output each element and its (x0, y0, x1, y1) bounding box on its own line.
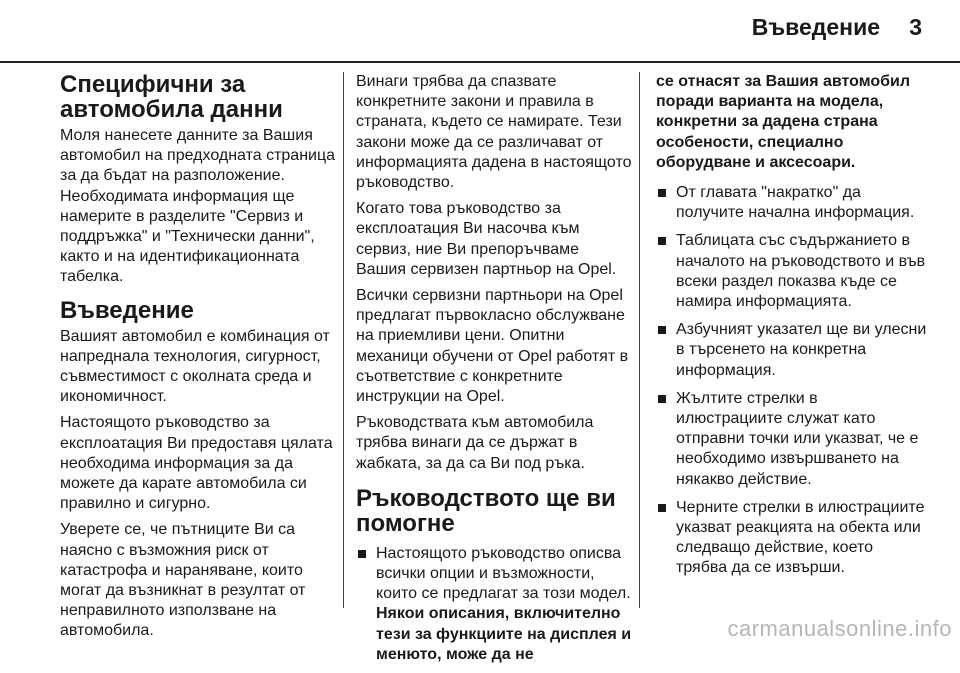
paragraph: Моля нанесете данните за Вашия автомобил на предходната страница за да бъдат на разположение. Необходимата информация ще намерите в разделите "Сервиз и поддръжка" и "Технически данни", както и на идентификационната табелка. (60, 127, 336, 286)
bullet-item (656, 183, 928, 223)
bullet-text: Черните стрелки в илюстрациите указват реакцията на обекта или следващо действие, което трябва да се извърши. (676, 498, 925, 577)
page-number: 3 (909, 14, 922, 40)
bullet-item (356, 544, 632, 665)
heading-manual-help: Ръководството ще ви помогне (356, 484, 616, 537)
column-1 (60, 72, 340, 648)
paragraph: Настоящото ръководство за експлоатация Ви предоставя цялата необходима информация за да можете да карате автомобила си правилно и сигурно. (60, 414, 333, 513)
column-3 (656, 72, 928, 587)
heading-vehicle-data: Специфични за автомобила данни (60, 71, 283, 123)
bullet-text: От главата "накратко" да получите начална информация. (676, 184, 915, 222)
header-title: Въведение (751, 14, 880, 40)
bullet-text: Азбучният указател ще ви улесни в търсенето на конкретна информация. (676, 321, 927, 379)
bullet-item (656, 498, 928, 579)
column-2 (356, 72, 632, 673)
paragraph: Уверете се, че пътниците Ви са наясно с възможния риск от катастрофа и нараняване, които могат да възникнат в резултат от неправилното използване на автомобила. (60, 521, 306, 640)
bullet-item (656, 389, 928, 490)
watermark: carmanualsonline.info (727, 616, 952, 641)
column-divider-2 (639, 72, 640, 608)
bullet-item (656, 320, 928, 381)
bullet-continuation: се отнасят за Вашия автомобил поради варианта на модела, конкретни за дадена страна особености, специално оборудване и аксесоари. (656, 73, 911, 171)
bullet-text-bold: Някои описания, включително тези за функциите на дисплея и менюто, може да не (376, 605, 632, 663)
paragraph: Винаги трябва да спазвате конкретните закони и правила в страната, където се намирате. Тези закони може да се различават от информацията дадена в настоящото ръководство. (356, 73, 632, 192)
paragraph: Когато това ръководство за експлоатация Ви насочва към сервиз, ние Ви препоръчваме Вашия сервизен партньор на Opel. (356, 200, 617, 278)
paragraph: Ръководствата към автомобила трябва винаги да се държат в жабката, за да са Ви под ръка. (356, 414, 594, 472)
paragraph: Всички сервизни партньори на Opel предлагат първокласно обслужване на приемливи цени. Опитни механици обучени от Opel работят в съответствие с конкретните инструкции на Opel. (356, 287, 629, 406)
heading-introduction: Въведение (60, 296, 194, 324)
bullet-text: Таблицата със съдържанието в началото на ръководството и във всеки раздел показва къде се намира информацията. (676, 232, 926, 311)
paragraph: Вашият автомобил е комбинация от напреднала технология, сигурност, съвместимост с околната среда и икономичност. (60, 327, 330, 406)
page-header (0, 0, 960, 62)
bullet-item (656, 231, 928, 312)
bullet-text: Настоящото ръководство описва всички опции и възможности, които се предлагат за този модел. (376, 544, 631, 603)
column-divider-1 (343, 72, 344, 608)
bullet-text: Жълтите стрелки в илюстрациите служат като отправни точки или указват, че е необходимо извършването на някакво действие. (676, 389, 919, 488)
header-rule (0, 61, 960, 63)
